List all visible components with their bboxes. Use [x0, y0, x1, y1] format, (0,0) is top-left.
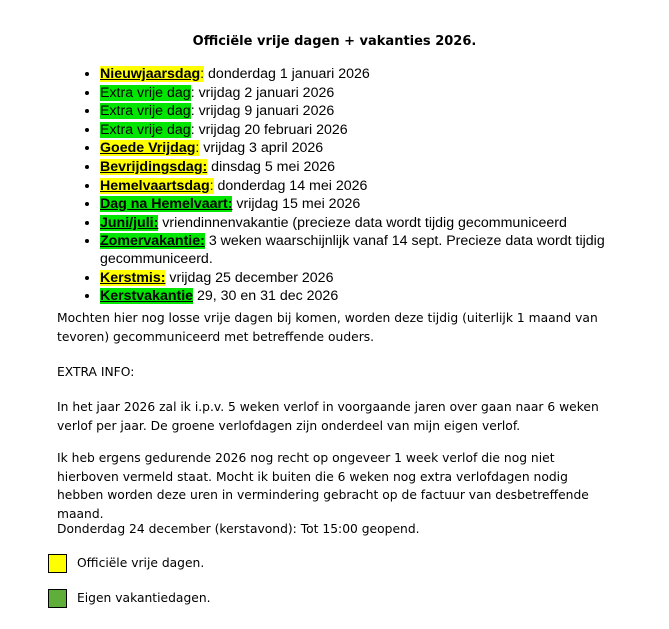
holiday-date: 29, 30 en 31 dec 2026 — [193, 288, 339, 305]
holiday-label: Dag na Hemelvaart — [100, 196, 228, 213]
list-item: • Zomervakantie: 3 weken waarschijnlijk vanaf 14 sept. Precieze data wordt tijdig gecommuniceerd. — [100, 232, 620, 268]
intro-paragraph: Mochten hier nog losse vrije dagen bij komen, worden deze tijdig (uiterlijk 1 maand van tevoren) gecommuniceerd met betreffende ouders. — [57, 311, 598, 344]
legend-label-vacation: Eigen vakantiedagen. — [77, 591, 211, 605]
holiday-date: dinsdag 5 mei 2026 — [207, 158, 336, 175]
list-item — [100, 287, 620, 306]
holiday-date: 3 weken waarschijnlijk vanaf 14 sept. Precieze data wordt tijdig gecommuniceerd. — [100, 233, 605, 267]
legend-label-official: Officiële vrije dagen. — [77, 556, 205, 570]
list-item: • Extra vrije dag: vrijdag 20 februari 2026 — [100, 121, 620, 140]
list-item: • Nieuwjaarsdag: donderdag 1 januari 2026 — [100, 65, 620, 84]
holiday-date: donderdag 14 mei 2026 — [213, 177, 368, 194]
holiday-date: vrijdag 9 januari 2026 — [194, 103, 335, 120]
list-item: • Extra vrije dag: vrijdag 2 januari 2026 — [100, 84, 620, 103]
holiday-label: Bevrijdingsdag — [100, 158, 203, 175]
document-title: Officiële vrije dagen + vakanties 2026. — [192, 34, 477, 49]
holiday-list — [76, 65, 620, 306]
holiday-label: Extra vrije dag — [100, 121, 191, 138]
legend-swatch-green — [48, 589, 67, 608]
list-item: • Juni/juli: vriendinnenvakantie (precieze data wordt tijdig gecommuniceerd — [100, 214, 620, 233]
extra-info-heading: EXTRA INFO: — [57, 365, 135, 379]
holiday-date: vrijdag 15 mei 2026 — [232, 196, 361, 213]
list-item: • Extra vrije dag: vrijdag 9 januari 2026 — [100, 102, 620, 121]
holiday-label: Kerstmis — [100, 269, 161, 286]
holiday-date: vrijdag 3 april 2026 — [199, 140, 324, 157]
holiday-label: Extra vrije dag — [100, 103, 191, 120]
holiday-date: vrijdag 20 februari 2026 — [194, 121, 348, 138]
holiday-label: Juni/juli — [100, 214, 154, 231]
list-item: • Hemelvaartsdag: donderdag 14 mei 2026 — [100, 177, 620, 196]
christmas-eve-note: Donderdag 24 december (kerstavond): Tot 15:00 geopend. — [57, 522, 420, 536]
list-item: • Bevrijdingsdag: dinsdag 5 mei 2026 — [100, 158, 620, 177]
holiday-label: Extra vrije dag — [100, 84, 191, 101]
holiday-date: vrijdag 25 december 2026 — [165, 269, 334, 286]
holiday-date: donderdag 1 januari 2026 — [204, 66, 370, 82]
legend-vacation — [48, 587, 211, 609]
holiday-label: Zomervakantie — [100, 233, 201, 250]
legend-swatch-yellow — [48, 554, 67, 573]
holiday-date: vrijdag 2 januari 2026 — [194, 84, 335, 101]
holiday-label: Kerstvakantie — [100, 288, 194, 305]
legend-official — [48, 552, 204, 574]
leave-paragraph: In het jaar 2026 zal ik i.p.v. 5 weken verlof in voorgaande jaren over gaan naar 6 weken verlof per jaar. De groene verlofdagen zijn onderdeel van mijn eigen verlof. — [57, 400, 599, 433]
holiday-label: Hemelvaartsdag — [100, 177, 210, 194]
extra-leave-paragraph: Ik heb ergens gedurende 2026 nog recht op ongeveer 1 week verlof die nog niet hierboven vermeld staat. Mocht ik buiten die 6 weken nog extra verlofdagen nodig hebben worden deze uren in vermindering gebracht op de factuur van desbetreffende maand. — [57, 451, 589, 521]
list-item: • Goede Vrijdag: vrijdag 3 april 2026 — [100, 139, 620, 158]
list-item: • Dag na Hemelvaart: vrijdag 15 mei 2026 — [100, 195, 620, 214]
holiday-date: vriendinnenvakantie (precieze data wordt tijdig gecommuniceerd — [158, 214, 567, 231]
list-item: • Kerstmis: vrijdag 25 december 2026 — [100, 269, 620, 288]
holiday-label: Goede Vrijdag — [100, 140, 196, 157]
holiday-label: Nieuwjaarsdag — [100, 66, 201, 82]
